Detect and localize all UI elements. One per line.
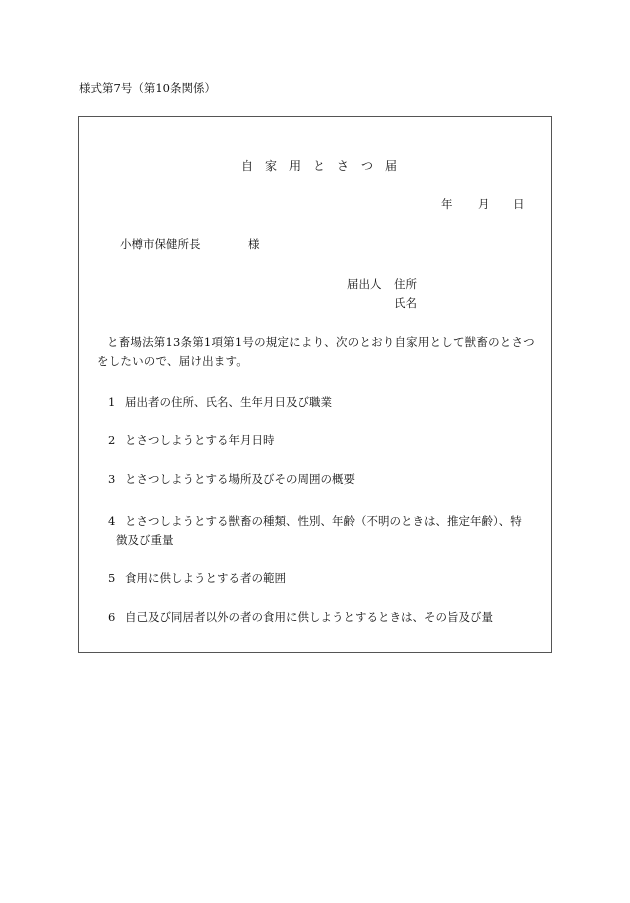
item-number: 3 <box>108 472 116 486</box>
form-title: 自家用とさつ届 <box>241 159 410 173</box>
item-text: とさつしようとする獣畜の種類、性別、年齢（不明のときは、推定年齢）、特 <box>125 514 522 528</box>
list-item <box>108 609 493 625</box>
item-number: 6 <box>108 610 116 624</box>
list-item <box>108 432 275 448</box>
body-text: と畜場法第13条第1項第1号の規定により、次のとおり自家用として獣畜のとさつをしたいので、届け出ます。 <box>97 335 535 368</box>
item-text: とさつしようとする場所及びその周囲の概要 <box>125 472 355 486</box>
item-text: とさつしようとする年月日時 <box>125 433 275 447</box>
item-number: 1 <box>108 395 116 409</box>
item-text: 自己及び同居者以外の者の食用に供しようとするときは、その旨及び量 <box>125 610 493 624</box>
list-item <box>108 471 355 487</box>
applicant-address-label: 住所 <box>394 277 417 291</box>
addressee-honorific: 様 <box>248 237 260 251</box>
addressee-name: 小樽市保健所長 <box>120 237 201 251</box>
list-item <box>108 394 332 410</box>
item-text: 食用に供しようとする者の範囲 <box>125 571 286 585</box>
applicant-name-label: 氏名 <box>394 296 417 310</box>
date-month-label: 月 <box>478 197 490 211</box>
date-day-label: 日 <box>513 197 525 211</box>
list-item <box>108 512 538 550</box>
item-number: 4 <box>108 514 116 528</box>
item-number: 5 <box>108 571 116 585</box>
applicant-label: 届出人 <box>347 277 382 291</box>
item-text: 届出者の住所、氏名、生年月日及び職業 <box>125 395 332 409</box>
item-text-continuation: 徴及び重量 <box>116 533 174 547</box>
item-number: 2 <box>108 433 116 447</box>
form-number: 様式第7号（第10条関係） <box>79 81 216 95</box>
list-item <box>108 570 286 586</box>
date-year-label: 年 <box>441 197 453 211</box>
